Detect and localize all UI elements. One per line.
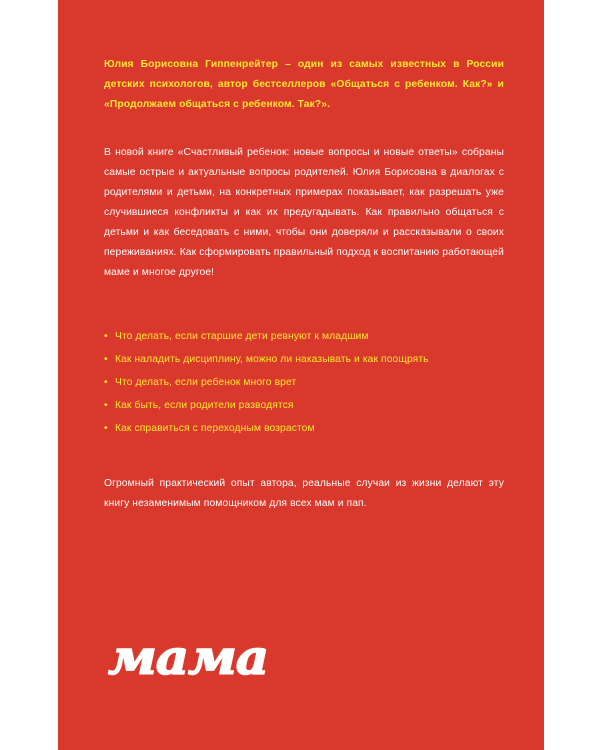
topic-text: Что делать, если ребенок много врет xyxy=(115,377,297,388)
mama-logo xyxy=(106,630,276,690)
bullet-icon: • xyxy=(104,331,108,342)
topic-text: Как справиться с переходным возрастом xyxy=(115,423,315,434)
topic-item xyxy=(104,417,504,440)
topic-item xyxy=(104,325,504,348)
author-intro: Юлия Борисовна Гиппенрейтер – один из самых известных в России детских психологов, автор бестселлеров «Общаться с ребенком. Как?» и «Продолжаем общаться с ребенком. Так?». xyxy=(104,59,504,110)
topic-text: Как быть, если родители разводятся xyxy=(115,400,294,411)
topic-item xyxy=(104,394,504,417)
bullet-icon: • xyxy=(104,400,108,411)
back-cover xyxy=(58,0,544,750)
book-description: В новой книге «Счастливый ребенок: новые вопросы и новые ответы» собраны самые острые и актуальные вопросы родителей. Юлия Борисовна в диалогах с родителями и детьми, на конкретных примерах показывает, как разрешать уже случившиеся конфликты и как их предугадывать. Как правильно общаться с детьми и как беседовать с ними, чтобы они доверяли и рассказывали о своих переживаниях. Как сформировать правильный подход к воспитанию работающей маме и многое другое! xyxy=(104,147,504,278)
bullet-icon: • xyxy=(104,423,108,434)
bullet-icon: • xyxy=(104,377,108,388)
topic-text: Как наладить дисциплину, можно ли наказывать и как поощрять xyxy=(115,354,429,365)
closing-text: Огромный практический опыт автора, реальные случаи из жизни делают эту книгу незаменимым помощником для всех мам и пап. xyxy=(104,478,504,509)
bullet-icon: • xyxy=(104,354,108,365)
cover-text xyxy=(104,55,504,514)
topic-item xyxy=(104,348,504,371)
topic-item xyxy=(104,371,504,394)
topic-text: Что делать, если старшие дети ревнуют к младшим xyxy=(115,331,369,342)
mama-logo-text: мама xyxy=(108,630,268,686)
topics-list xyxy=(104,325,504,440)
